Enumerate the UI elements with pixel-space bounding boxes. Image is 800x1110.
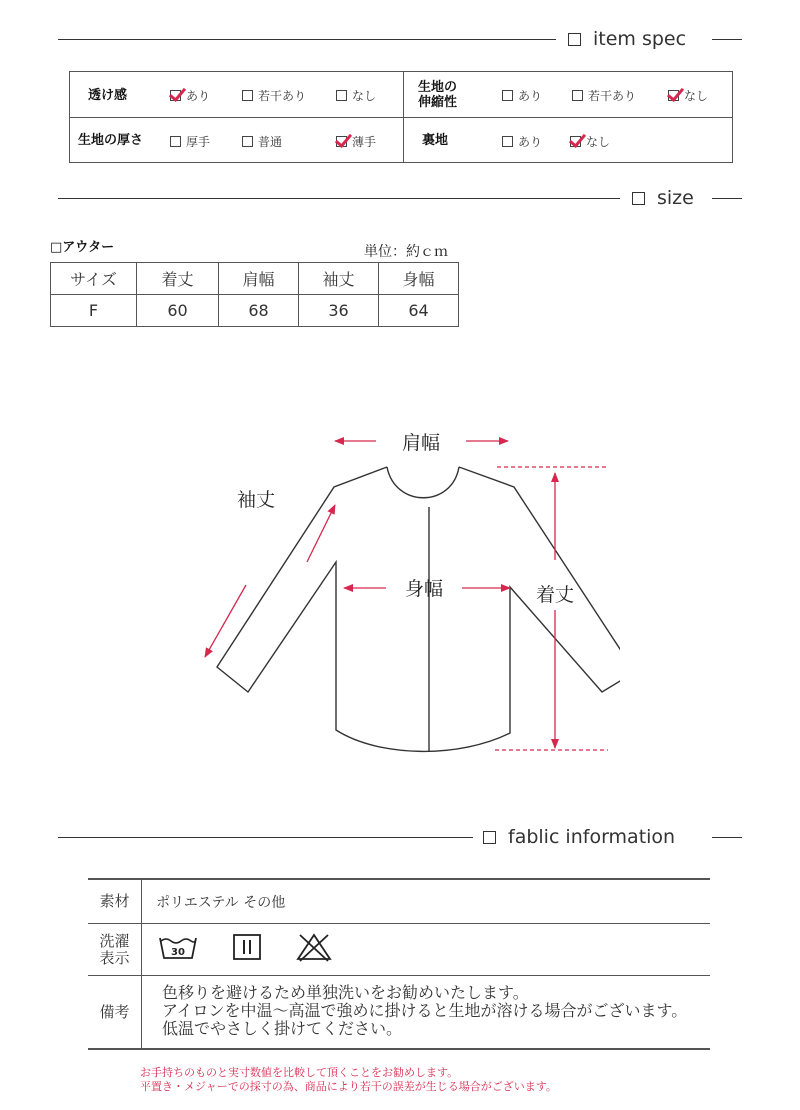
table-header-cell: サイズ	[51, 263, 137, 295]
size-category: □アウター	[50, 240, 115, 255]
stretch-option-yes: あり	[502, 87, 542, 104]
checkbox-icon	[336, 90, 347, 101]
lining-option-no: なし	[570, 133, 610, 150]
item-spec-table	[69, 71, 733, 163]
total-length-label: 着丈	[535, 584, 575, 606]
checkbox-checked-icon	[668, 90, 679, 101]
notes-label: 備考	[88, 976, 142, 1048]
square-icon	[632, 192, 645, 205]
table-cell: 64	[379, 295, 459, 327]
table-cell: 60	[137, 295, 219, 327]
line-dry-icon	[232, 933, 262, 965]
notes-row	[88, 976, 710, 1050]
fabric-info-table	[88, 878, 710, 1050]
wash-30-icon	[158, 933, 198, 965]
thickness-option-normal: 普通	[242, 133, 282, 150]
stretch-label: 生地の 伸縮性	[418, 80, 458, 110]
checkbox-icon	[572, 90, 583, 101]
footer-note	[140, 1066, 557, 1094]
table-header-row	[51, 263, 459, 295]
garment-measurement-diagram	[190, 420, 620, 765]
footer-line: 平置き・メジャーでの採寸の為、商品により若干の誤差が生じる場合がございます。	[140, 1080, 557, 1093]
sheer-label: 透け感	[88, 88, 128, 103]
item-spec-title: item spec	[593, 28, 687, 50]
note-line: アイロンを中温～高温で強めに掛けると生地が溶ける場合がございます。	[162, 1001, 688, 1020]
table-header-cell: 身幅	[379, 263, 459, 295]
thickness-option-thin: 薄手	[336, 133, 376, 150]
table-cell: 36	[299, 295, 379, 327]
jacket-outline	[217, 467, 620, 752]
notes-text	[142, 976, 710, 1044]
lining-label: 裏地	[422, 133, 449, 148]
svg-text:30: 30	[171, 947, 185, 958]
checkbox-icon	[242, 136, 253, 147]
note-line: 低温でやさしく掛けてください。	[162, 1019, 403, 1038]
material-value: ポリエステル その他	[156, 895, 286, 911]
checkbox-checked-icon	[336, 136, 347, 147]
table-cell: F	[51, 295, 137, 327]
fabric-info-header	[58, 826, 742, 850]
no-bleach-icon	[296, 932, 332, 966]
checkbox-icon	[502, 90, 513, 101]
table-row	[51, 295, 459, 327]
square-icon	[483, 831, 496, 844]
stretch-option-slight: 若干あり	[572, 87, 636, 104]
table-header-cell: 着丈	[137, 263, 219, 295]
unit-label: 単位：約ｃｍ	[364, 244, 448, 260]
material-label: 素材	[88, 880, 142, 923]
table-header-cell: 袖丈	[299, 263, 379, 295]
checkbox-checked-icon	[570, 136, 581, 147]
body-width-label: 身幅	[404, 578, 444, 600]
square-icon	[568, 33, 581, 46]
checkbox-icon	[502, 136, 513, 147]
fabric-info-title: fablic information	[508, 826, 676, 848]
care-label: 洗濯 表示	[88, 924, 142, 975]
thickness-option-thick: 厚手	[170, 133, 210, 150]
item-spec-header	[58, 28, 742, 52]
lining-option-yes: あり	[502, 133, 542, 150]
sleeve-length-label: 袖丈	[236, 489, 276, 511]
sheer-option-yes: あり	[170, 87, 210, 104]
shoulder-width-label: 肩幅	[401, 432, 441, 454]
size-title: size	[657, 187, 694, 209]
thickness-label: 生地の厚さ	[78, 133, 144, 148]
material-row	[88, 878, 710, 924]
sheer-option-slight: 若干あり	[242, 87, 306, 104]
sheer-option-no: なし	[336, 87, 376, 104]
care-row	[88, 924, 710, 976]
size-table	[50, 262, 459, 327]
table-header-cell: 肩幅	[219, 263, 299, 295]
table-cell: 68	[219, 295, 299, 327]
size-header	[58, 187, 742, 211]
checkbox-icon	[170, 136, 181, 147]
stretch-option-no: なし	[668, 87, 708, 104]
checkbox-checked-icon	[170, 90, 181, 101]
checkbox-icon	[242, 90, 253, 101]
note-line: 色移りを避けるため単独洗いをお勧めいたします。	[162, 983, 529, 1002]
footer-line: お手持ちのものと実寸数値を比較して頂くことをお勧めします。	[140, 1066, 459, 1079]
